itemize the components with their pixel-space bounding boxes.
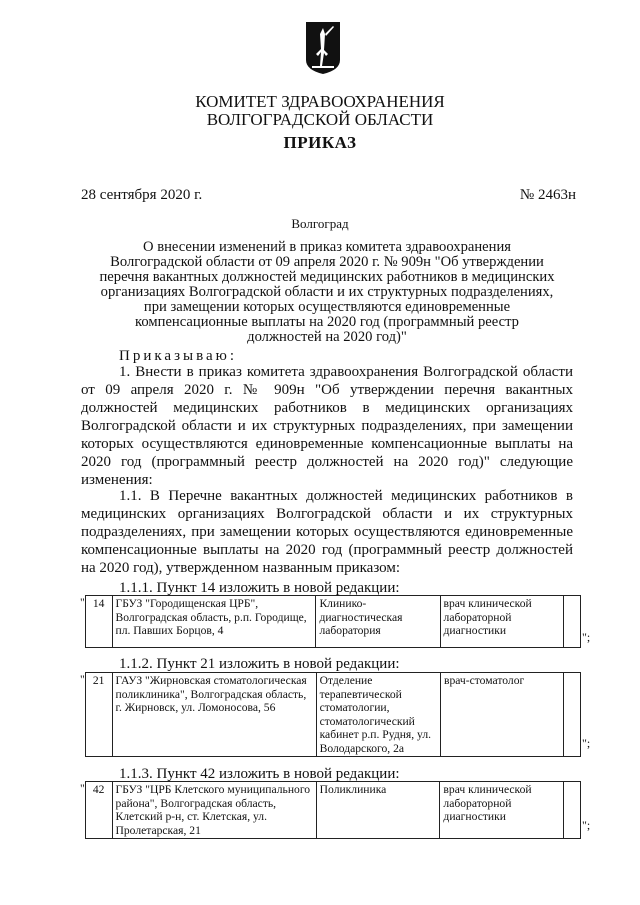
document-subject: О внесении изменений в приказ комитета здравоохранения Волгоградской области от 09 апреля 2020 г. № 909н "Об утверждении перечня вакантных должностей медицинских работников в медицинских организациях Волгоградской области и их структурных подразделениях, при замещении которых осуществляются единовременные компенсационные выплаты на 2020 год (программный реестр должностей на 2020 год)" [99,239,555,345]
row-number: 14 [85,596,112,648]
table-row [80,781,581,839]
row-department: Поликлиника [316,782,440,839]
row-organization: ГАУЗ "Жирновская стоматологическая поликлиника", Волгоградская область, г. Жирновск, ул. Ломоносова, 56 [112,673,316,757]
document-type: ПРИКАЗ [283,133,357,152]
row-department: Отделение терапевтической стоматологии, стоматологический кабинет р.п. Рудня, ул. Володарского, 2а [316,673,440,757]
open-quote: " [80,782,85,839]
row-position: врач клинической лабораторной диагностики [440,596,564,648]
row-organization: ГБУЗ "ЦРБ Клетского муниципального района", Волгоградская область, Клетский р-н, ст. Клетская, ул. Пролетарская, 21 [112,782,316,839]
open-quote: " [80,596,85,648]
organization-name-line1: КОМИТЕТ ЗДРАВООХРАНЕНИЯ [195,92,445,111]
row-position: врач клинической лабораторной диагностики [440,782,564,839]
document-date: 28 сентября 2020 г. [81,187,203,203]
order-word: Приказываю: [119,348,237,364]
paragraph-1: 1. Внести в приказ комитета здравоохранения Волгоградской области от 09 апреля 2020 г. № 909н "Об утверждении перечня вакантных должностей медицинских работников в медицинских организациях Волгоградской области и их структурных подразделениях, при замещении которых осуществляются единовременные компенсационные выплаты на 2020 год (программный реестр должностей на 2020 год)" следующие изменения: [81,364,573,488]
row-organization: ГБУЗ "Городищенская ЦРБ", Волгоградская область, р.п. Городище, пл. Павших Борцов, 4 [112,596,316,648]
organization-name-line2: ВОЛГОГРАДСКОЙ ОБЛАСТИ [206,110,434,129]
row-number: 21 [85,673,112,757]
item-heading: 1.1.3. Пункт 42 изложить в новой редакции: [119,766,400,782]
row-department: Клинико-диагностическая лаборатория [316,596,440,648]
item-heading: 1.1.1. Пункт 14 изложить в новой редакции: [119,580,400,596]
row-blank-cell [564,673,581,757]
row-blank-cell [564,782,581,839]
table-row [80,595,581,648]
open-quote: " [80,673,85,757]
coat-of-arms-icon [304,20,342,76]
row-blank-cell [564,596,581,648]
document-city: Волгоград [291,216,349,231]
document-number: № 2463н [519,187,576,203]
table-row [80,672,581,757]
close-quote: "; [582,818,591,832]
close-quote: "; [582,736,591,750]
item-heading: 1.1.2. Пункт 21 изложить в новой редакции: [119,656,400,672]
row-position: врач-стоматолог [440,673,563,757]
row-number: 42 [85,782,112,839]
close-quote: "; [582,630,591,644]
paragraph-1-1: 1.1. В Перечне вакантных должностей медицинских работников в медицинских организациях Волгоградской области и их структурных подразделениях, при замещении которых осуществляются единовременные компенсационные выплаты на 2020 год (программный реестр должностей на 2020 год), утвержденном названным приказом: [81,488,573,576]
